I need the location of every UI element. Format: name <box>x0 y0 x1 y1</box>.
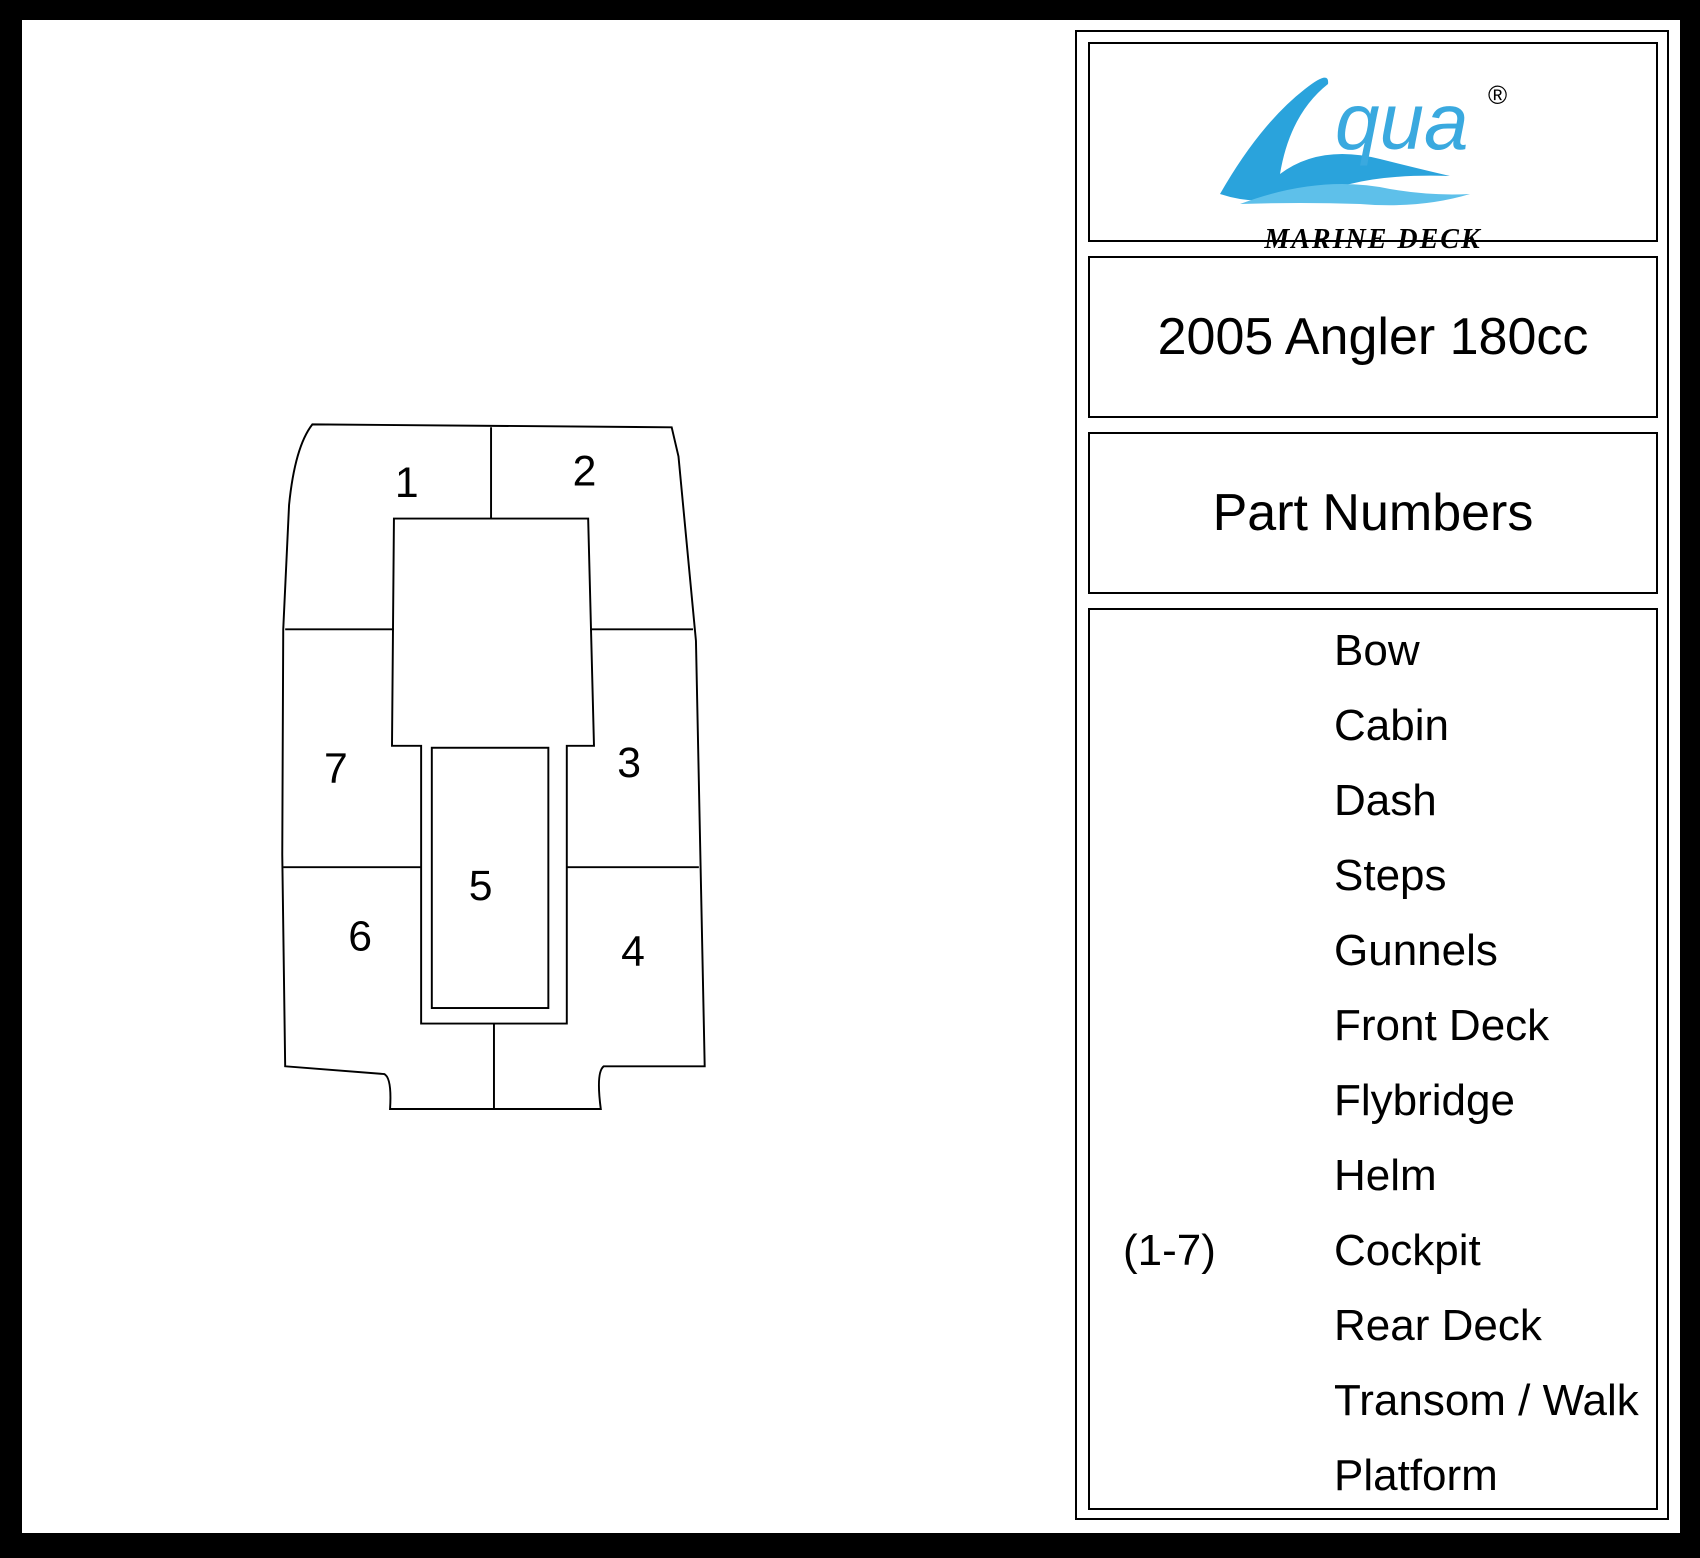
aqua-logo <box>1090 44 1656 240</box>
logo-tagline: MARINE DECK <box>1264 224 1482 255</box>
registered-mark: ® <box>1488 80 1508 110</box>
part-name: Transom / Walk <box>1334 1376 1639 1425</box>
part-row-rear-deck <box>1090 1301 1656 1361</box>
panel-label-7: 7 <box>324 744 348 793</box>
part-name: Dash <box>1334 776 1437 825</box>
part-name: Cockpit <box>1334 1226 1481 1275</box>
panel-label-1: 1 <box>394 459 419 508</box>
part-row-transom-walk <box>1090 1376 1656 1436</box>
part-row-flybridge <box>1090 1076 1656 1136</box>
part-row-cockpit <box>1090 1226 1656 1286</box>
part-row-helm <box>1090 1151 1656 1211</box>
part-name: Gunnels <box>1334 926 1498 975</box>
part-name: Flybridge <box>1334 1076 1515 1125</box>
part-name: Cabin <box>1334 701 1449 750</box>
boat-model-title: 2005 Angler 180cc <box>1157 308 1589 366</box>
part-name: Platform <box>1334 1451 1498 1500</box>
part-row-front-deck <box>1090 1001 1656 1061</box>
part-row-bow <box>1090 626 1656 686</box>
logo-box <box>1088 42 1658 255</box>
part-row-steps <box>1090 851 1656 911</box>
part-name: Rear Deck <box>1334 1301 1542 1350</box>
part-name: Helm <box>1334 1151 1437 1200</box>
panel-label-5: 5 <box>468 862 493 911</box>
panel-label-4: 4 <box>621 927 645 976</box>
part-code: (1-7) <box>1123 1226 1216 1275</box>
center-console-cutout <box>392 519 594 1024</box>
panel-label-2: 2 <box>572 447 597 496</box>
title-box <box>1088 256 1658 418</box>
part-row-dash <box>1090 776 1656 836</box>
part-row-platform <box>1090 1451 1656 1511</box>
panel-label-6: 6 <box>348 912 373 961</box>
part-name: Bow <box>1334 626 1420 675</box>
part-name: Steps <box>1334 851 1447 900</box>
panel-label-3: 3 <box>617 738 642 787</box>
part-numbers-heading-box <box>1088 432 1658 594</box>
part-numbers-heading: Part Numbers <box>1212 484 1534 542</box>
part-row-cabin <box>1090 701 1656 761</box>
parts-list <box>1088 608 1658 1510</box>
logo-wordmark: qua <box>1335 77 1469 166</box>
part-name: Front Deck <box>1334 1001 1550 1050</box>
part-row-gunnels <box>1090 926 1656 986</box>
